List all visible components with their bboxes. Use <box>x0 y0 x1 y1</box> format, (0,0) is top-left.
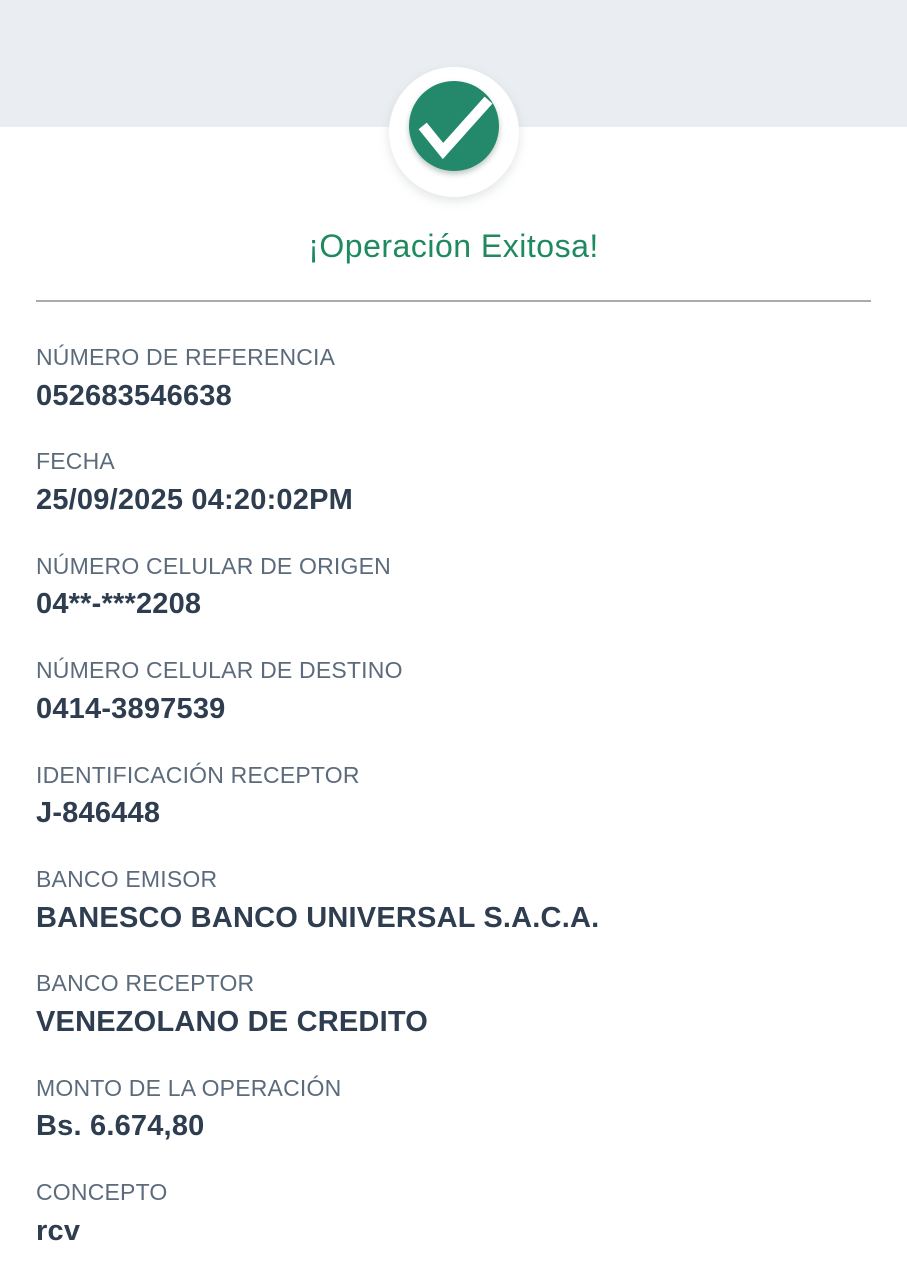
field-label: NÚMERO CELULAR DE DESTINO <box>36 657 403 684</box>
field-label: MONTO DE LA OPERACIÓN <box>36 1074 342 1101</box>
field-label: NÚMERO CELULAR DE ORIGEN <box>36 552 391 579</box>
field-value: J-846448 <box>36 797 161 830</box>
field-value: Bs. 6.674,80 <box>36 1110 205 1143</box>
check-icon <box>409 81 499 171</box>
field-label: CONCEPTO <box>36 1179 168 1206</box>
receipt-field-issuing-bank <box>36 866 871 935</box>
receipt-fields <box>36 344 871 1280</box>
field-value: 052683546638 <box>36 379 232 412</box>
field-label: BANCO RECEPTOR <box>36 970 255 997</box>
field-label: NÚMERO DE REFERENCIA <box>36 344 336 370</box>
field-value: BANESCO BANCO UNIVERSAL S.A.C.A. <box>36 901 600 934</box>
receipt-field-reference <box>36 344 871 413</box>
field-value: 25/09/2025 04:20:02PM <box>36 483 353 516</box>
field-value: VENEZOLANO DE CREDITO <box>36 1005 428 1038</box>
divider <box>36 300 871 302</box>
success-badge <box>389 67 519 197</box>
receipt-field-origin-phone <box>36 553 871 622</box>
receipt-field-concept <box>36 1179 871 1248</box>
field-value: rcv <box>36 1214 81 1247</box>
receipt-field-amount <box>36 1075 871 1144</box>
receipt-field-receiver-id <box>36 762 871 831</box>
field-value: 0414-3897539 <box>36 692 226 725</box>
receipt-field-date <box>36 448 871 517</box>
field-label: BANCO EMISOR <box>36 865 218 892</box>
field-label: FECHA <box>36 448 115 475</box>
field-label: IDENTIFICACIÓN RECEPTOR <box>36 761 360 788</box>
receipt-field-receiving-bank <box>36 970 871 1039</box>
success-title: ¡Operación Exitosa! <box>308 228 599 264</box>
field-value: 04**-***2208 <box>36 588 202 621</box>
receipt-field-destination-phone <box>36 657 871 726</box>
